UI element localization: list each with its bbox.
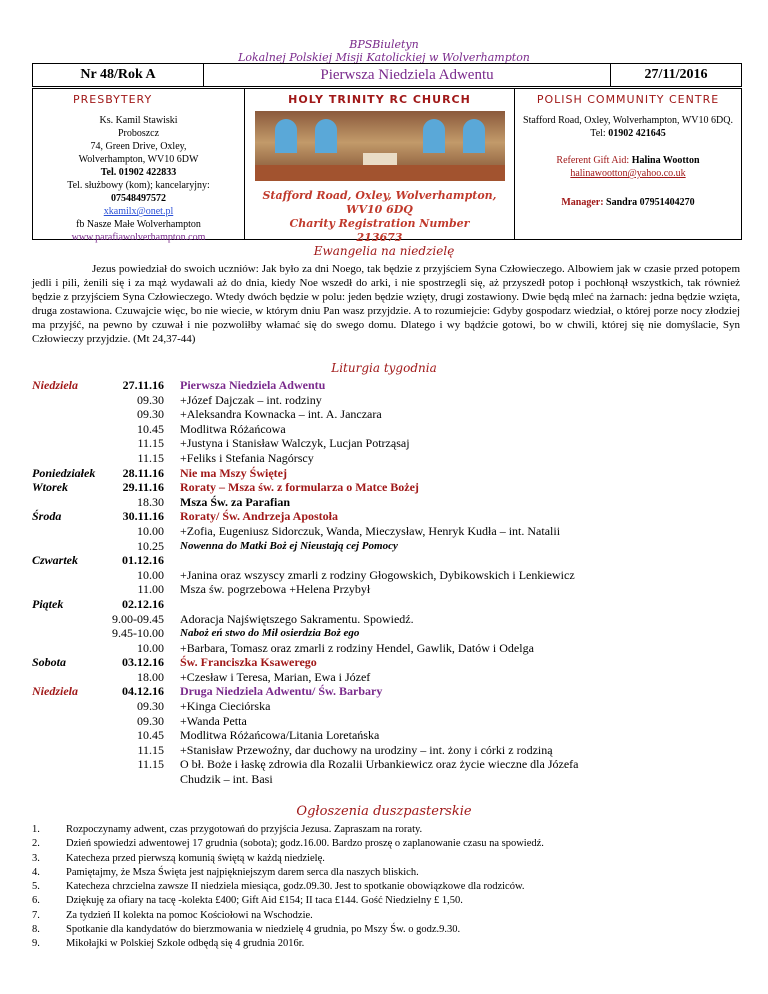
issue-date: 27/11/2016 [610, 64, 741, 86]
liturgy-row [32, 772, 752, 787]
liturgy-text: Nowenna do Matki Boż ej Nieustają cej Pomocy [180, 539, 398, 552]
announcement-item [32, 937, 752, 951]
manager-name: Sandra 07951404270 [606, 197, 695, 208]
liturgy-row [32, 612, 752, 627]
announcement-text: Rozpoczynamy adwent, czas przygotowań do przyjścia Jezusa. Zapraszam na roraty. [66, 824, 423, 835]
gift-aid-email[interactable]: halinawootton@yahoo.co.uk [570, 168, 686, 179]
liturgy-time: 9.45-10.00 [112, 626, 164, 641]
announcement-number: 4. [32, 866, 40, 878]
announcement-text: Dziękuję za ofiary na tacę -kolekta £400; Gift Aid £154; II taca £144. Gość Niedzielny £ 1,50. [66, 895, 463, 907]
liturgy-text: Modlitwa Różańcowa/Litania Loretańska [180, 728, 380, 743]
bulletin-brand: BPSBiuletyn [349, 38, 419, 51]
church-address-line: Stafford Road, Oxley, Wolverhampton, [262, 189, 497, 202]
liturgy-text: +Justyna i Stanisław Walczyk, Lucjan Potrząsaj [180, 436, 410, 451]
liturgy-heading: Liturgia tygodnia [331, 361, 437, 375]
liturgy-day: Piątek [32, 596, 64, 611]
liturgy-day: Poniedziałek [32, 465, 96, 480]
liturgy-row [32, 553, 752, 568]
community-address [515, 114, 741, 140]
announcement-item [32, 909, 752, 923]
announcement-text: Pamiętajmy, że Msza Święta jest najpiękniejszym darem serca dla naszych bliskich. [66, 866, 419, 878]
liturgy-time: 11.15 [137, 757, 164, 772]
liturgy-row [32, 524, 752, 539]
liturgy-time: 29.11.16 [122, 480, 164, 495]
liturgy-text: Roraty – Msza św. z formularza o Matce Bożej [180, 480, 419, 495]
church-address [245, 189, 514, 245]
liturgy-text: Msza św. pogrzebowa +Helena Przybył [180, 582, 371, 597]
liturgy-row [32, 582, 752, 597]
announcement-text: Spotkanie dla kandydatów do bierzmowania w niedzielę 4 grudnia, po Mszy Św. o godz.9.30. [66, 924, 461, 936]
liturgy-time: 10.00 [137, 523, 164, 538]
liturgy-time: 11.15 [137, 742, 164, 757]
announcement-item [32, 880, 752, 894]
liturgy-day: Sobota [32, 655, 67, 670]
liturgy-row [32, 539, 752, 554]
liturgy-row [32, 480, 752, 495]
liturgy-time: 10.45 [137, 728, 164, 743]
church-header: HOLY TRINITY RC CHURCH [288, 93, 471, 106]
liturgy-time: 27.11.16 [122, 378, 164, 392]
window-arch [463, 119, 485, 153]
liturgy-text: Św. Franciszka Ksawerego [180, 655, 317, 670]
gift-aid-name: Halina Wootton [631, 155, 700, 166]
liturgy-time: 11.00 [137, 582, 164, 597]
liturgy-text: +Józef Dajczak – int. rodziny [180, 392, 322, 407]
liturgy-row [32, 714, 752, 729]
liturgy-text: Roraty/ Św. Andrzeja Apostoła [180, 509, 339, 524]
announcements-heading: Ogłoszenia duszpasterskie [296, 804, 472, 819]
liturgy-day: Niedziela [32, 378, 78, 392]
announcement-text: Katecheza przed pierwszą komunią świętą w każdą niedzielę. [66, 852, 325, 864]
announcement-text: Za tydzień II kolekta na pomoc Kościołowi na Wschodzie. [66, 909, 313, 921]
liturgy-time: 04.12.16 [122, 684, 164, 699]
announcement-item [32, 866, 752, 880]
announcement-item [32, 823, 752, 837]
liturgy-row [32, 743, 752, 758]
liturgy-time: 09.30 [137, 407, 164, 422]
liturgy-time: 10.25 [137, 538, 164, 553]
liturgy-text: +Zofia, Eugeniusz Sidorczuk, Wanda, Mieczysław, Henryk Kudła – int. Natalii [180, 523, 561, 538]
liturgy-row [32, 436, 752, 451]
liturgy-time: 18.00 [137, 669, 164, 684]
announcements-list [32, 823, 752, 952]
liturgy-row [32, 495, 752, 510]
church-floor [255, 165, 505, 181]
liturgy-row [32, 626, 752, 641]
liturgy-text: Naboż eń stwo do Mił osierdzia Boż ego [180, 627, 360, 640]
announcement-number: 1. [32, 824, 40, 835]
church-photo [255, 111, 505, 181]
address-line: Wolverhampton, WV10 6DW [78, 154, 199, 165]
community-header: POLISH COMMUNITY CENTRE [536, 93, 720, 106]
presbytery-column [33, 89, 245, 243]
community-column [515, 89, 741, 239]
liturgy-row [32, 422, 752, 437]
liturgy-row [32, 641, 752, 656]
header-bar [32, 63, 742, 87]
liturgy-row [32, 655, 752, 670]
liturgy-text: +Czesław i Teresa, Marian, Ewa i Józef [180, 669, 371, 684]
announcement-number: 2. [32, 838, 40, 850]
liturgy-time: 18.30 [137, 494, 164, 509]
liturgy-text: O bł. Boże i łaskę zdrowia dla Rozalii Urbankiewicz oraz życie wieczne dla Józefa [180, 757, 579, 772]
liturgy-text: Modlitwa Różańcowa [180, 421, 286, 436]
liturgy-row [32, 466, 752, 481]
liturgy-row [32, 393, 752, 408]
community-tel: 01902 421645 [608, 128, 666, 139]
liturgy-text: +Janina oraz wszyscy zmarli z rodziny Głogowskich, Dybikowskich i Lenkiewicz [180, 567, 575, 582]
priest-name: Ks. Kamil Stawiski [99, 115, 178, 126]
page-title: Pierwsza Niedziela Adwentu [320, 66, 494, 83]
tel-label: Tel: [590, 128, 606, 139]
liturgy-text: +Kinga Cieciórska [180, 699, 271, 714]
website-link[interactable]: www.parafiawolverhampton.com [71, 232, 206, 243]
announcement-item [32, 837, 752, 851]
announcement-text: Dzień spowiedzi adwentowej 17 grudnia (sobota); godz.16.00. Bardzo proszę o zaplanowanie czasu na spowiedź. [66, 838, 544, 850]
liturgy-time: 9.00-09.45 [112, 611, 164, 626]
announcement-number: 9. [32, 938, 40, 950]
gift-aid [515, 154, 741, 167]
liturgy-day: Wtorek [32, 480, 68, 495]
liturgy-day: Niedziela [32, 684, 78, 699]
liturgy-row [32, 757, 752, 772]
liturgy-text: +Feliks i Stefania Nagórscy [180, 450, 314, 465]
info-box [32, 88, 742, 244]
liturgy-row [32, 509, 752, 524]
liturgy-time: 10.00 [137, 567, 164, 582]
liturgy-row [32, 670, 752, 685]
announcement-text: Mikołajki w Polskiej Szkole odbędą się 4 grudnia 2016r. [66, 938, 305, 950]
announcement-text: Katecheza chrzcielna zawsze II niedziela miesiąca, godz.09.30. Jest to spotkanie obowiązkowe dla rodziców. [66, 881, 525, 893]
issue-number: Nr 48/Rok A [33, 64, 204, 86]
announcement-number: 8. [32, 924, 40, 936]
priest-role: Proboszcz [117, 128, 160, 139]
email-link[interactable]: xkamilx@onet.pl [103, 206, 174, 217]
charity-label: Charity Registration Number [289, 217, 470, 230]
liturgy-text: Pierwsza Niedziela Adwentu [180, 378, 326, 392]
liturgy-time: 03.12.16 [122, 655, 164, 670]
church-postcode: WV10 6DQ [346, 203, 413, 216]
liturgy-row [32, 597, 752, 612]
window-arch [275, 119, 297, 153]
announcement-item [32, 852, 752, 866]
facebook-text: fb Nasze Małe Wolverhampton [76, 219, 201, 230]
liturgy-row [32, 699, 752, 714]
liturgy-time: 11.15 [137, 450, 164, 465]
liturgy-time: 01.12.16 [122, 553, 164, 568]
liturgy-table [32, 378, 752, 787]
manager [515, 196, 741, 209]
liturgy-text: Msza Św. za Parafian [180, 494, 290, 509]
office-tel-number: 07548497572 [111, 193, 166, 204]
liturgy-time: 09.30 [137, 699, 164, 714]
liturgy-row [32, 568, 752, 583]
office-tel-label: Tel. służbowy (kom); kancelaryjny: [67, 180, 210, 191]
gospel-text: Jezus powiedział do swoich uczniów: Jak było za dni Noego, tak będzie z przyjściem Syna Człowieczego. Albowiem jak w czasie przed potopem jedli i pili, żenili się i za mąż wydawali aż do dnia, kiedy Noe wszedł do arki, i nie spostrzegli się, aż przyszedł potop i pochłonął wszystkich, tak również będzie z przyjściem Syna Człowieczego. Wtedy dwóch będzie w polu: jeden będzie wzięty, drugi zostawiony. Dwie będą mleć na żarnach: jedna będzie wzięta, druga zostawiona. Czuwajcie więc, bo nie wiecie, w którym dniu Pan wasz przyjdzie. A to rozumiejcie: Gdyby gospodarz wiedział, o której porze nocy złodziej ma przyjść, na pewno by czuwał i nie pozwoliłby włamać się do swego domu. Dlatego i wy bądźcie gotowi, bo w chwili, której się nie domyślacie, Syn Człowieczy przyjdzie. (Mt 24,37-44) [32, 263, 740, 345]
gospel-heading: Ewangelia na niedzielę [313, 244, 455, 258]
liturgy-text: +Aleksandra Kownacka – int. A. Janczara [180, 407, 382, 422]
liturgy-row [32, 451, 752, 466]
presbytery-tel: Tel. 01902 422833 [100, 167, 177, 178]
liturgy-text: +Stanisław Przewoźny, dar duchowy na urodziny – int. żony i córki z rodziną [180, 742, 553, 757]
liturgy-time: 30.11.16 [122, 509, 164, 524]
liturgy-time: 02.12.16 [122, 596, 164, 611]
liturgy-row [32, 407, 752, 422]
liturgy-time: 11.15 [137, 436, 164, 451]
announcement-number: 3. [32, 852, 40, 864]
presbytery-header: PRESBYTERY [73, 93, 153, 106]
window-arch [315, 119, 337, 153]
liturgy-text: Nie ma Mszy Świętej [180, 465, 287, 480]
announcement-number: 7. [32, 909, 40, 921]
community-address-text: Stafford Road, Oxley, Wolverhampton, WV10 6DQ. [523, 115, 733, 126]
liturgy-row [32, 728, 752, 743]
manager-label: Manager: [561, 197, 604, 208]
liturgy-time: 09.30 [137, 713, 164, 728]
announcement-item [32, 894, 752, 908]
liturgy-text: +Wanda Petta [180, 713, 247, 728]
address-line: 74, Green Drive, Oxley, [90, 141, 187, 152]
liturgy-text: +Barbara, Tomasz oraz zmarli z rodziny Hendel, Gawlik, Datów i Odelga [180, 640, 534, 655]
mission-name: Lokalnej Polskiej Misji Katolickiej w Wolverhampton [238, 51, 530, 64]
liturgy-day: Środa [32, 509, 62, 524]
window-arch [423, 119, 445, 153]
charity-number: 213673 [356, 231, 403, 244]
liturgy-text: Chudzik – int. Basi [180, 772, 273, 787]
liturgy-time: 28.11.16 [122, 465, 164, 480]
liturgy-time: 10.45 [137, 421, 164, 436]
liturgy-day: Czwartek [32, 553, 79, 568]
announcement-number: 6. [32, 895, 40, 907]
liturgy-text: Adoracja Najświętszego Sakramentu. Spowiedź. [180, 611, 414, 626]
church-column [245, 89, 515, 244]
announcement-number: 5. [32, 881, 40, 893]
liturgy-text: Druga Niedziela Adwentu/ Św. Barbary [180, 684, 383, 699]
announcement-item [32, 923, 752, 937]
liturgy-time: 10.00 [137, 640, 164, 655]
gift-aid-label: Referent Gift Aid: [556, 155, 630, 166]
liturgy-row [32, 378, 752, 393]
liturgy-time: 09.30 [137, 392, 164, 407]
liturgy-row [32, 684, 752, 699]
